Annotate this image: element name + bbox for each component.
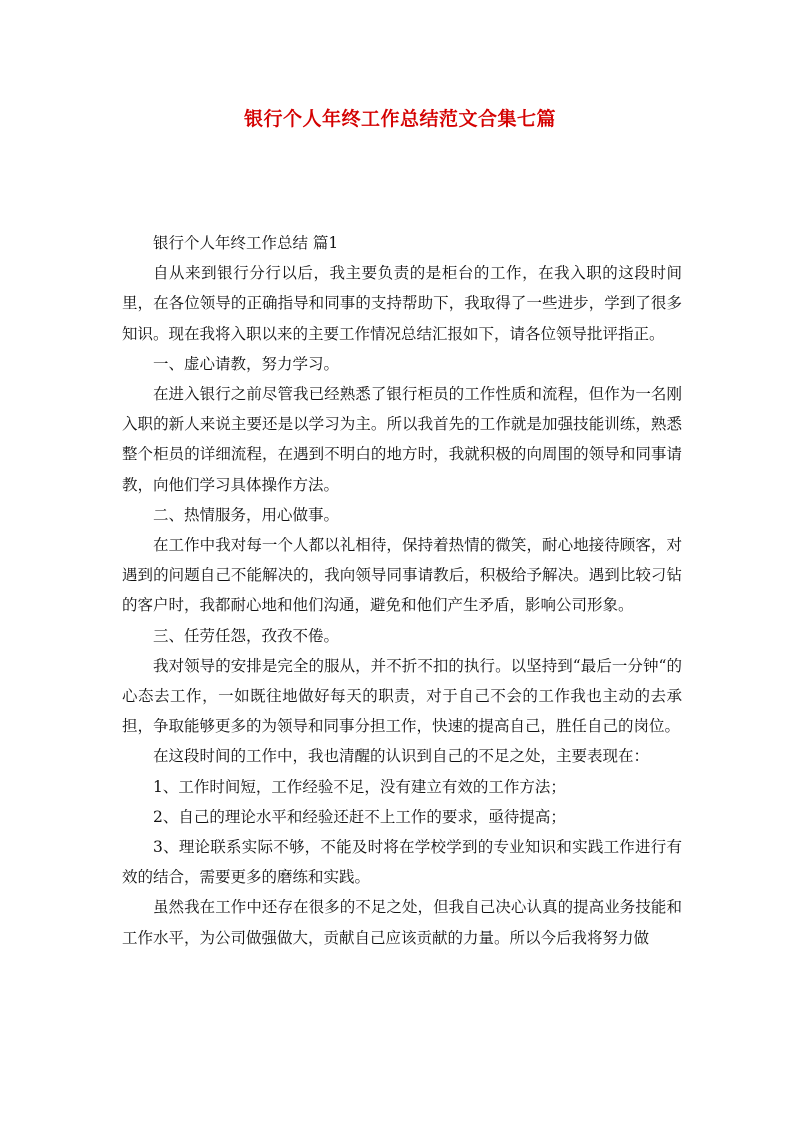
- paragraph: 我对领导的安排是完全的服从，并不折不扣的执行。以坚持到“最后一分钟“的心态去工作，一如既往地做好每天的职责，对于自己不会的工作我也主动的去承担，争取能够更多的为领导和同事分担工作，快速的提高自己，胜任自己的岗位。: [122, 656, 682, 736]
- paragraph: 在这段时间的工作中，我也清醒的认识到自己的不足之处，主要表现在：: [153, 747, 650, 766]
- paragraph: 虽然我在工作中还存在很多的不足之处，但我自己决心认真的提高业务技能和工作水平，为公司做强做大，贡献自己应该贡献的力量。所以今后我将努力做: [122, 898, 682, 947]
- paragraph: 在进入银行之前尽管我已经熟悉了银行柜员的工作性质和流程，但作为一名刚入职的新人来说主要还是以学习为主。所以我首先的工作就是加强技能训练，熟悉整个柜员的详细流程，在遇到不明白的地方时，我就积极的向周围的领导和同事请教，向他们学习具体操作方法。: [122, 385, 682, 494]
- document-title: 银行个人年终工作总结范文合集七篇: [243, 108, 556, 130]
- list-item: 2、自己的理论水平和经验还赶不上工作的要求，亟待提高；: [153, 807, 566, 826]
- list-item: 3、理论联系实际不够，不能及时将在学校学到的专业知识和实践工作进行有效的结合，需要更多的磨练和实践。: [122, 838, 682, 887]
- section-heading: 一、虚心请教，努力学习。: [153, 354, 340, 373]
- paragraph: 在工作中我对每一个人都以礼相待，保持着热情的微笑，耐心地接待顾客，对遇到的问题自己不能解决的，我向领导同事请教后，积极给予解决。遇到比较刁钻的客户时，我都耐心地和他们沟通，避免和他们产生矛盾，影响公司形象。: [122, 536, 682, 615]
- section-heading: 三、任劳任怨，孜孜不倦。: [153, 626, 340, 645]
- section-heading: 二、热情服务，用心做事。: [153, 505, 340, 524]
- paragraph: 自从来到银行分行以后，我主要负责的是柜台的工作，在我入职的这段时间里，在各位领导的正确指导和同事的支持帮助下，我取得了一些进步，学到了很多知识。现在我将入职以来的主要工作情况总结汇报如下，请各位领导批评指正。: [122, 264, 682, 343]
- document-body: [122, 228, 682, 953]
- section-subtitle: 银行个人年终工作总结 篇1: [153, 234, 339, 252]
- list-item: 1、工作时间短，工作经验不足，没有建立有效的工作方法；: [153, 777, 566, 796]
